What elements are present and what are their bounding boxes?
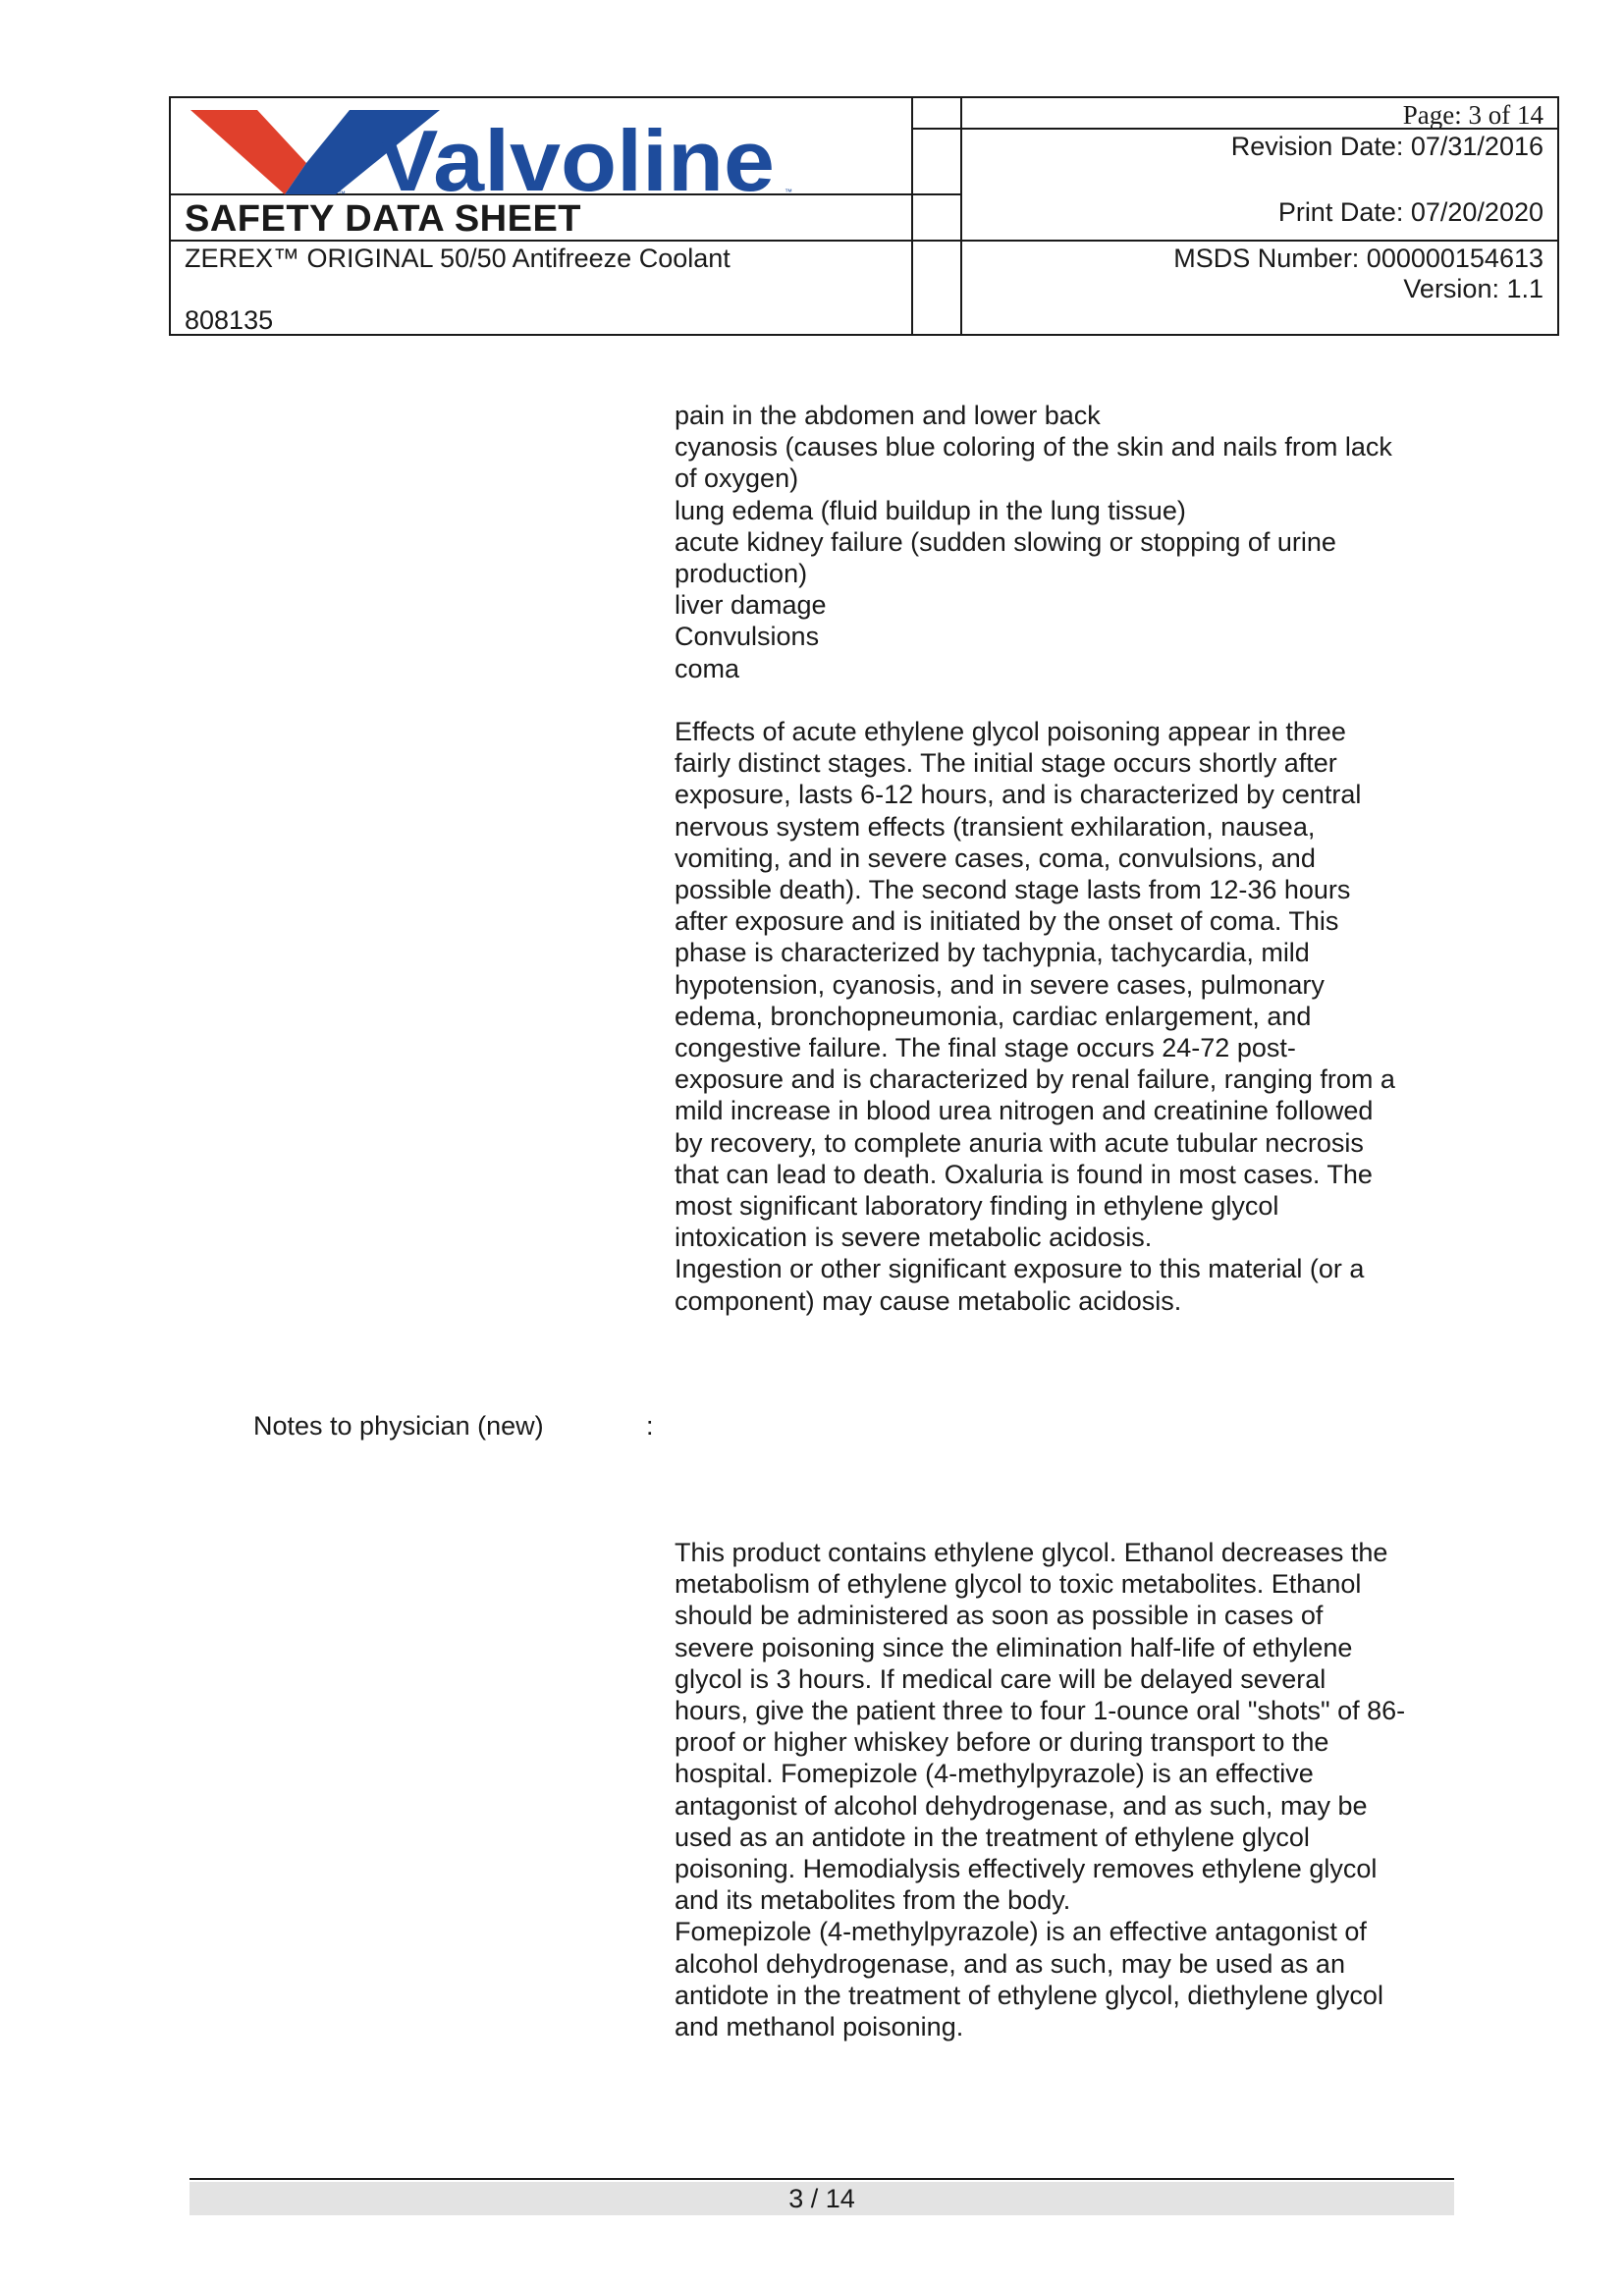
text-line: Fomepizole (4-methylpyrazole) is an effective antagonist of: [675, 1917, 1367, 1947]
header-divider: [911, 98, 913, 334]
text-line: Effects of acute ethylene glycol poisoning appear in three: [675, 717, 1346, 746]
symptom-list: [675, 400, 1480, 684]
text-line: vomiting, and in severe cases, coma, convulsions, and: [675, 843, 1316, 873]
text-line: by recovery, to complete anuria with acute tubular necrosis: [675, 1127, 1364, 1158]
logo-v-red: [190, 110, 306, 194]
symptom-line: liver damage: [675, 590, 827, 621]
logo-wordmark: Valvoline: [377, 112, 775, 196]
text-line: poisoning. Hemodialysis effectively removes ethylene glycol: [675, 1854, 1378, 1884]
text-line: most significant laboratory finding in ethylene glycol: [675, 1191, 1279, 1222]
notes-colon: :: [646, 1411, 654, 1441]
notes-to-physician-label: Notes to physician (new): [253, 1411, 544, 1441]
msds-number: MSDS Number: 000000154613: [1173, 244, 1543, 273]
text-line: exposure, lasts 6-12 hours, and is characterized by central: [675, 780, 1362, 810]
text-line: congestive failure. The final stage occurs 24-72 post-: [675, 1033, 1296, 1063]
text-line: component) may cause metabolic acidosis.: [675, 1285, 1182, 1316]
text-line: edema, bronchopneumonia, cardiac enlargement, and: [675, 1001, 1312, 1031]
svg-text:™: ™: [785, 188, 792, 196]
text-line: hypotension, cyanosis, and in severe cases, pulmonary: [675, 969, 1325, 1000]
header-divider: [960, 240, 1559, 242]
text-line: antidote in the treatment of ethylene glycol, diethylene glycol: [675, 1980, 1383, 2010]
footer-page-indicator: 3 / 14: [189, 2182, 1454, 2215]
symptom-line: coma: [675, 653, 740, 683]
symptom-line: production): [675, 559, 808, 589]
symptom-line: pain in the abdomen and lower back: [675, 401, 1101, 430]
symptom-line: acute kidney failure (sudden slowing or stopping of urine: [675, 526, 1336, 557]
text-line: exposure and is characterized by renal failure, ranging from a: [675, 1064, 1395, 1095]
text-line: should be administered as soon as possible in cases of: [675, 1601, 1324, 1631]
text-line: Ingestion or other significant exposure to this material (or a: [675, 1254, 1365, 1284]
text-line: possible death). The second stage lasts from 12-36 hours: [675, 875, 1351, 905]
text-line: antagonist of alcohol dehydrogenase, and as such, may be: [675, 1790, 1368, 1821]
text-line: that can lead to death. Oxaluria is found in most cases. The: [675, 1159, 1373, 1189]
print-date: Print Date: 07/20/2020: [1277, 197, 1543, 227]
version: Version: 1.1: [1403, 274, 1543, 303]
symptom-line: of oxygen): [675, 463, 799, 494]
text-line: and methanol poisoning.: [675, 2012, 964, 2042]
doc-title: SAFETY DATA SHEET: [185, 198, 582, 240]
valvoline-logo: [190, 102, 799, 196]
text-line: glycol is 3 hours. If medical care will be delayed several: [675, 1663, 1326, 1694]
header-divider: [911, 128, 960, 130]
text-line: after exposure and is initiated by the onset of coma. This: [675, 906, 1339, 937]
header-divider: [960, 98, 962, 334]
text-line: and its metabolites from the body.: [675, 1885, 1071, 1916]
product-name: ZEREX™ ORIGINAL 50/50 Antifreeze Coolant: [185, 244, 731, 273]
text-line: phase is characterized by tachypnia, tachycardia, mild: [675, 938, 1310, 968]
text-line: alcohol dehydrogenase, and as such, may be used as an: [675, 1948, 1345, 1979]
page-number: Page: 3 of 14: [1402, 100, 1543, 130]
symptom-line: lung edema (fluid buildup in the lung tissue): [675, 495, 1186, 525]
text-line: hospital. Fomepizole (4-methylpyrazole) is an effective: [675, 1759, 1314, 1789]
revision-date: Revision Date: 07/31/2016: [1230, 132, 1543, 161]
footer-rule: [189, 2178, 1454, 2180]
symptom-line: cyanosis (causes blue coloring of the skin and nails from lack: [675, 432, 1392, 463]
svg-text:™: ™: [338, 190, 346, 196]
text-line: hours, give the patient three to four 1-ounce oral "shots" of 86-: [675, 1696, 1406, 1726]
text-line: severe poisoning since the elimination half-life of ethylene: [675, 1632, 1353, 1662]
text-line: intoxication is severe metabolic acidosis.: [675, 1223, 1153, 1253]
effects-paragraph: [675, 716, 1480, 1317]
text-line: This product contains ethylene glycol. Ethanol decreases the: [675, 1538, 1388, 1567]
text-line: mild increase in blood urea nitrogen and creatinine followed: [675, 1096, 1374, 1126]
symptom-line: Convulsions: [675, 622, 820, 652]
product-code: 808135: [185, 305, 274, 335]
header-divider: [911, 240, 960, 242]
text-line: metabolism of ethylene glycol to toxic metabolites. Ethanol: [675, 1569, 1362, 1600]
document-header: [169, 96, 1559, 336]
notes-paragraph: [675, 1537, 1480, 2042]
text-line: nervous system effects (transient exhilaration, nausea,: [675, 811, 1316, 842]
text-line: proof or higher whiskey before or during transport to the: [675, 1727, 1329, 1758]
header-divider: [911, 193, 960, 195]
text-line: fairly distinct stages. The initial stage occurs shortly after: [675, 748, 1337, 779]
text-line: used as an antidote in the treatment of ethylene glycol: [675, 1822, 1310, 1852]
